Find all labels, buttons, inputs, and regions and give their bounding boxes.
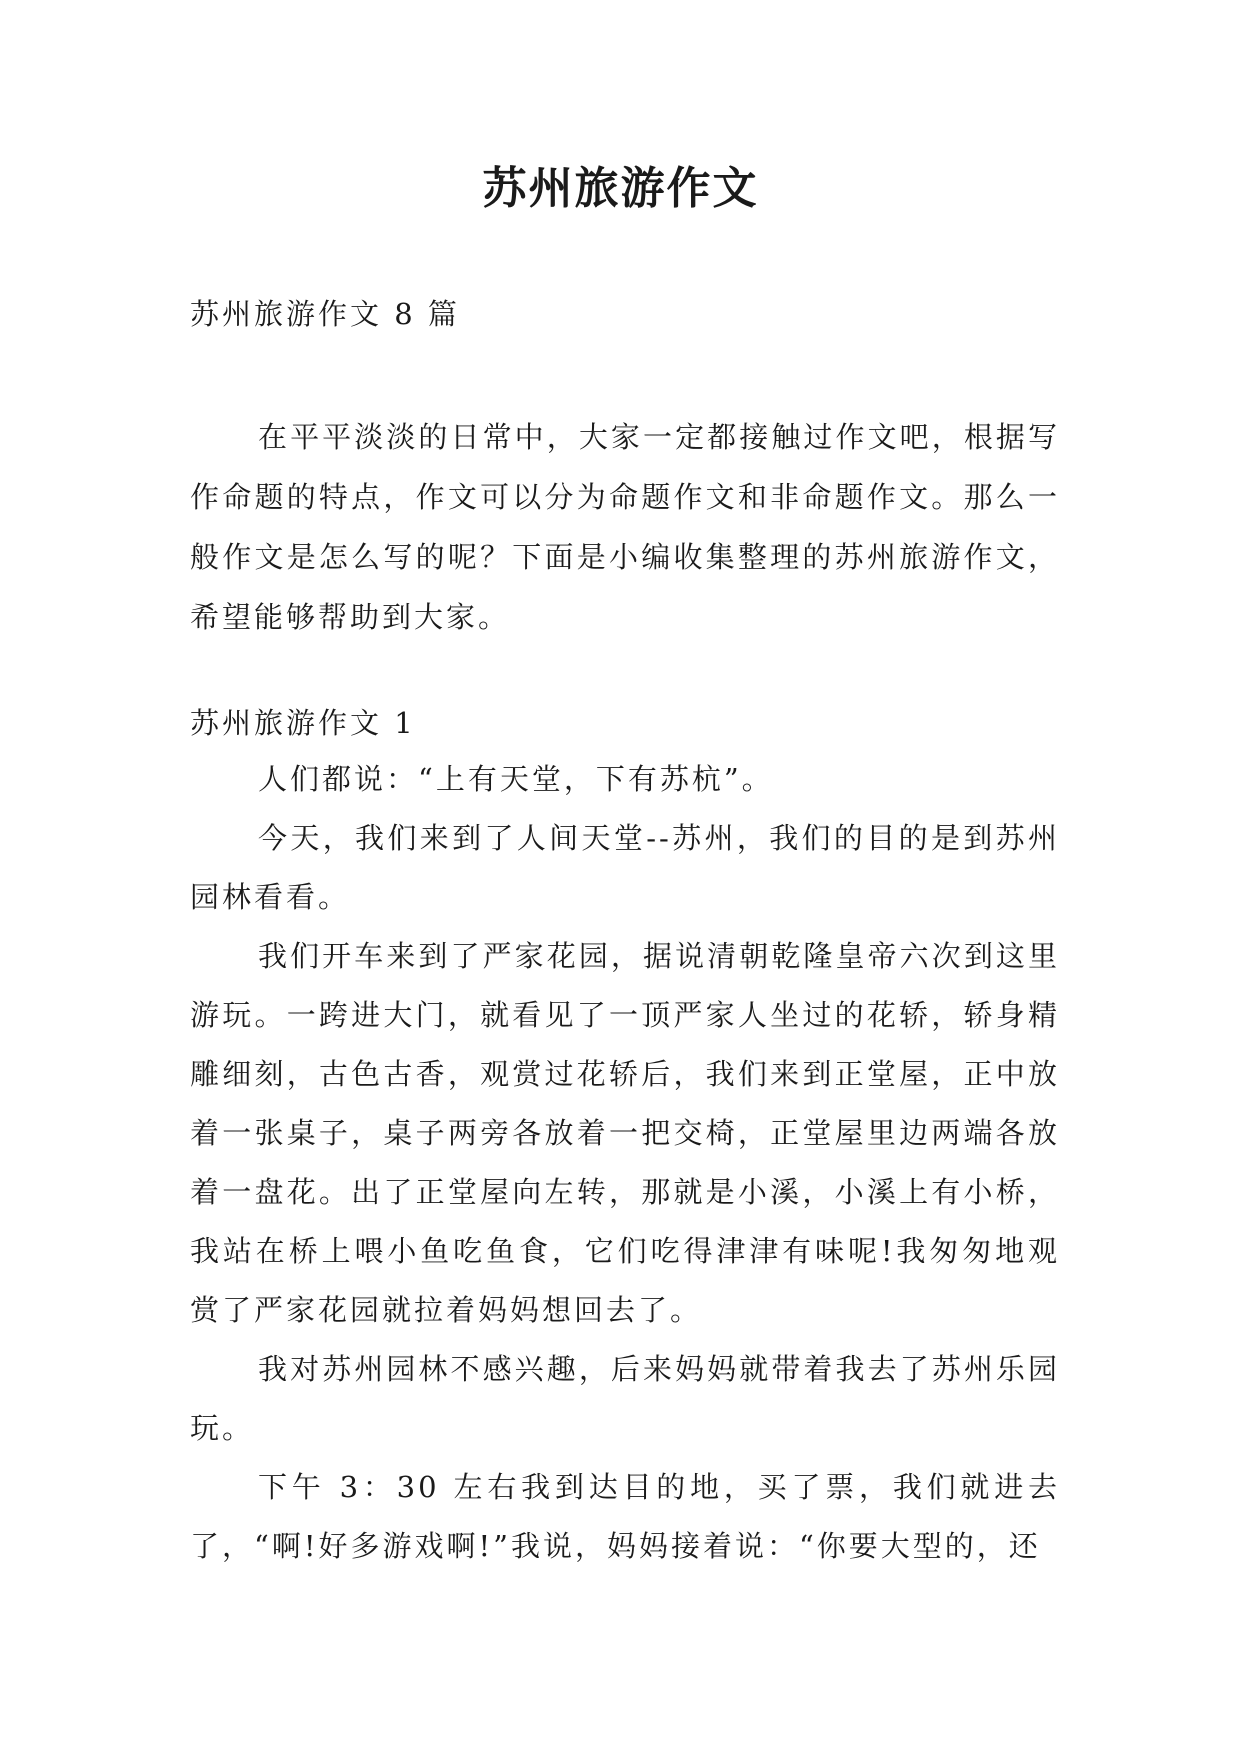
document-title: 苏州旅游作文 (482, 163, 759, 214)
essay-paragraph: 下午 3：30 左右我到达目的地，买了票，我们就进去了，“啊!好多游戏啊!”我说，妈妈接着说：“你要大型的，还 (190, 1470, 1060, 1563)
essay-paragraph: 人们都说：“上有天堂，下有苏杭”。 (258, 762, 774, 796)
section-heading: 苏州旅游作文 1 (190, 706, 416, 740)
essay-paragraph: 我们开车来到了严家花园，据说清朝乾隆皇帝六次到这里游玩。一跨进大门，就看见了一顶严家人坐过的花轿，轿身精雕细刻，古色古香，观赏过花轿后，我们来到正堂屋，正中放着一张桌子，桌子两旁各放着一把交椅，正堂屋里边两端各放着一盘花。出了正堂屋向左转，那就是小溪，小溪上有小桥，我站在桥上喂小鱼吃鱼食，它们吃得津津有味呢!我匆匆地观赏了严家花园就拉着妈妈想回去了。 (190, 939, 1060, 1327)
essay-paragraph: 我对苏州园林不感兴趣，后来妈妈就带着我去了苏州乐园玩。 (190, 1352, 1060, 1445)
document-subtitle: 苏州旅游作文 8 篇 (190, 297, 460, 331)
essay-paragraph: 今天，我们来到了人间天堂--苏州，我们的目的是到苏州园林看看。 (190, 821, 1060, 914)
essay-body (190, 750, 1060, 1576)
intro-paragraph: 在平平淡淡的日常中，大家一定都接触过作文吧，根据写作命题的特点，作文可以分为命题作文和非命题作文。那么一般作文是怎么写的呢？下面是小编收集整理的苏州旅游作文，希望能够帮助到大家。 (190, 420, 1060, 634)
